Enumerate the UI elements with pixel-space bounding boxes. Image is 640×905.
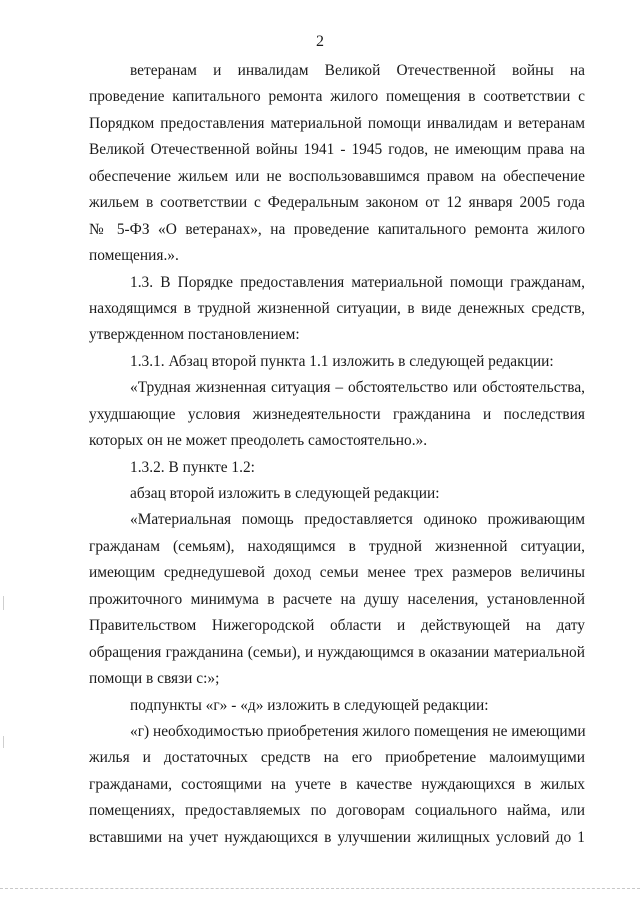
text-line: гражданам (семьям), находящимся в трудной жизненной ситуации, [89, 537, 585, 555]
text-line: абзац второй изложить в следующей редакции: [130, 485, 440, 502]
text-line: «Материальная помощь предоставляется одиноко проживающим [130, 511, 585, 529]
text-line: 1.3.2. В пункте 1.2: [130, 458, 255, 476]
text-line: гражданами, состоящими на учете в качестве нуждающихся в жилых [89, 775, 585, 793]
text-line: помещения.». [89, 247, 179, 265]
text-line: находящимся в трудной жизненной ситуации, в виде денежных средств, [89, 299, 585, 317]
text-line: «Трудная жизненная ситуация – обстоятельство или обстоятельства, [130, 379, 585, 397]
text-line: вставшими на учет нуждающихся в улучшении жилищных условий до 1 [89, 828, 585, 846]
scan-margin-mark [3, 596, 4, 610]
text-line: 1.3. В Порядке предоставления материальной помощи гражданам, [130, 273, 585, 291]
text-line: помощи в связи с:»; [89, 670, 220, 688]
text-line: имеющим среднедушевой доход семьи менее трех размеров величины [89, 564, 585, 582]
text-line: которых он не может преодолеть самостоятельно.». [89, 432, 428, 450]
text-line: проведение капитального ремонта жилого помещения в соответствии с [89, 88, 585, 106]
scan-bottom-edge [0, 888, 640, 889]
text-line: Правительством Нижегородской области и действующей на дату [89, 617, 585, 635]
text-line: обеспечение жильем или не воспользовавшимся правом на обеспечение [89, 167, 585, 185]
text-line: «г) необходимостью приобретения жилого помещения не имеющими [130, 722, 586, 740]
text-line: помещениях, предоставляемых по договорам социального найма, или [89, 802, 585, 820]
body-text [89, 58, 585, 851]
text-line: прожиточного минимума в расчете на душу населения, установленной [89, 590, 585, 608]
text-line: ветеранам и инвалидам Великой Отечественной войны на [130, 62, 585, 79]
text-line: Великой Отечественной войны 1941 - 1945 годов, не имеющим права на [89, 141, 585, 159]
text-line: подпункты «г» - «д» изложить в следующей редакции: [130, 696, 489, 714]
text-line: жильем в соответствии с Федеральным законом от 12 января 2005 года [89, 194, 585, 212]
text-line: ухудшающие условия жизнедеятельности гражданина и последствия [89, 405, 585, 423]
text-line: утвержденном постановлением: [89, 326, 300, 344]
text-line: жилья и достаточных средств на его приобретение малоимущими [89, 749, 585, 767]
page-number: 2 [316, 33, 324, 50]
scan-margin-mark [3, 736, 4, 748]
text-line: № 5-ФЗ «О ветеранах», на проведение капитального ремонта жилого [89, 220, 585, 238]
text-line: Порядком предоставления материальной помощи инвалидам и ветеранам [89, 114, 585, 132]
text-line: 1.3.1. Абзац второй пункта 1.1 изложить в следующей редакции: [130, 352, 554, 370]
text-line: обращения гражданина (семьи), и нуждающимся в оказании материальной [89, 643, 585, 661]
